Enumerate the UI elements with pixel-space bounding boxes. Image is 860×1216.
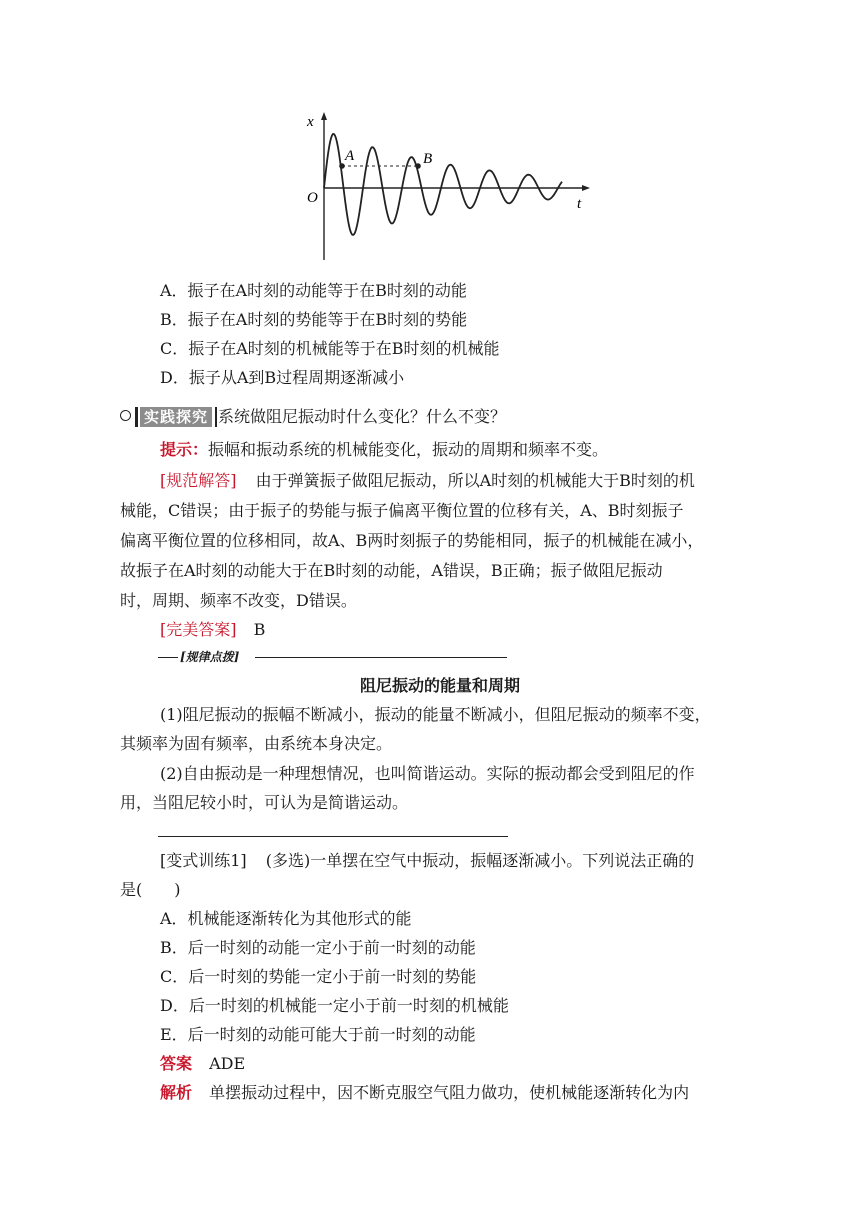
axis-x-label: x xyxy=(307,114,314,130)
variant-line: 是( ) xyxy=(120,880,181,899)
solution-line: 械能，C错误；由于振子的势能与振子偏离平衡位置的位移有关，A、B时刻振子 xyxy=(120,501,684,520)
practice-tag: 实践探究 xyxy=(140,407,212,427)
option-d: D．振子从A到B过程周期逐渐减小 xyxy=(160,368,405,387)
hint-text: 振幅和振动系统的机械能变化，振动的周期和频率不变。 xyxy=(208,440,609,459)
variant-option-c: C．后一时刻的势能一定小于前一时刻的势能 xyxy=(160,967,477,986)
hint xyxy=(160,440,608,460)
option-a: A．振子在A时刻的动能等于在B时刻的动能 xyxy=(160,281,467,300)
rule-line: 用，当阻尼较小时，可认为是简谐运动。 xyxy=(120,793,409,812)
divider xyxy=(255,657,507,658)
analysis-block xyxy=(160,1083,689,1103)
analysis-text: 单摆振动过程中，因不断克服空气阻力做功，使机械能逐渐转化为内 xyxy=(209,1083,690,1102)
variant-option-b: B．后一时刻的动能一定小于前一时刻的动能 xyxy=(160,938,476,957)
variant-label: [变式训练1] xyxy=(160,851,247,870)
practice-inquiry xyxy=(120,407,506,427)
point-a-label: A xyxy=(345,148,355,164)
answer2-block xyxy=(160,1054,245,1074)
variant-option-d: D．后一时刻的机械能一定小于前一时刻的机械能 xyxy=(160,996,509,1015)
solution-line: 故振子在A时刻的动能大于在B时刻的动能，A错误，B正确；振子做阻尼振动 xyxy=(120,561,663,580)
answer2-value: ADE xyxy=(209,1054,246,1073)
option-c: C．振子在A时刻的机械能等于在B时刻的机械能 xyxy=(160,339,500,358)
bar-icon xyxy=(215,407,217,427)
answer-label: [完美答案] xyxy=(160,620,237,639)
point-b-label: B xyxy=(423,151,433,167)
damped-oscillation-figure xyxy=(300,108,600,268)
variant-option-e: E．后一时刻的动能可能大于前一时刻的动能 xyxy=(160,1025,476,1044)
solution-line: 时，周期、频率不改变，D错误。 xyxy=(120,591,357,610)
answer2-label: 答案 xyxy=(160,1054,193,1073)
divider xyxy=(158,836,508,837)
option-b: B．振子在A时刻的势能等于在B时刻的势能 xyxy=(160,310,468,329)
circle-icon xyxy=(120,410,131,421)
hint-label: 提示： xyxy=(160,440,209,459)
variant-option-a: A．机械能逐渐转化为其他形式的能 xyxy=(160,909,412,928)
rule-title: 阻尼振动的能量和周期 xyxy=(360,676,521,695)
axis-t-label: t xyxy=(577,196,582,212)
divider xyxy=(158,657,178,658)
origin-label: O xyxy=(307,190,318,206)
solution-label: [规范解答] xyxy=(160,471,237,490)
variant-line: (多选)一单摆在空气中振动，振幅逐渐减小。下列说法正确的 xyxy=(265,851,695,870)
analysis-label: 解析 xyxy=(160,1083,193,1102)
rule-tag: [规律点拨] xyxy=(180,650,240,664)
rule-line: 其频率为固有频率，由系统本身决定。 xyxy=(120,734,393,753)
answer-value: B xyxy=(253,620,266,639)
practice-question: 系统做阻尼振动时什么变化？什么不变？ xyxy=(218,407,507,426)
solution-line: 偏离平衡位置的位移相同，故A、B两时刻振子的势能相同，振子的机械能在减小， xyxy=(120,531,704,550)
answer-block xyxy=(160,620,265,640)
rule-line: (1)阻尼振动的振幅不断减小，振动的能量不断减小，但阻尼振动的频率不变， xyxy=(160,705,711,724)
bar-icon xyxy=(135,407,138,427)
solution-line: 由于弹簧振子做阻尼振动，所以A时刻的机械能大于B时刻的机 xyxy=(255,471,695,490)
variant-header xyxy=(160,851,694,871)
rule-line: (2)自由振动是一种理想情况，也叫简谐运动。实际的振动都会受到阻尼的作 xyxy=(160,764,695,783)
